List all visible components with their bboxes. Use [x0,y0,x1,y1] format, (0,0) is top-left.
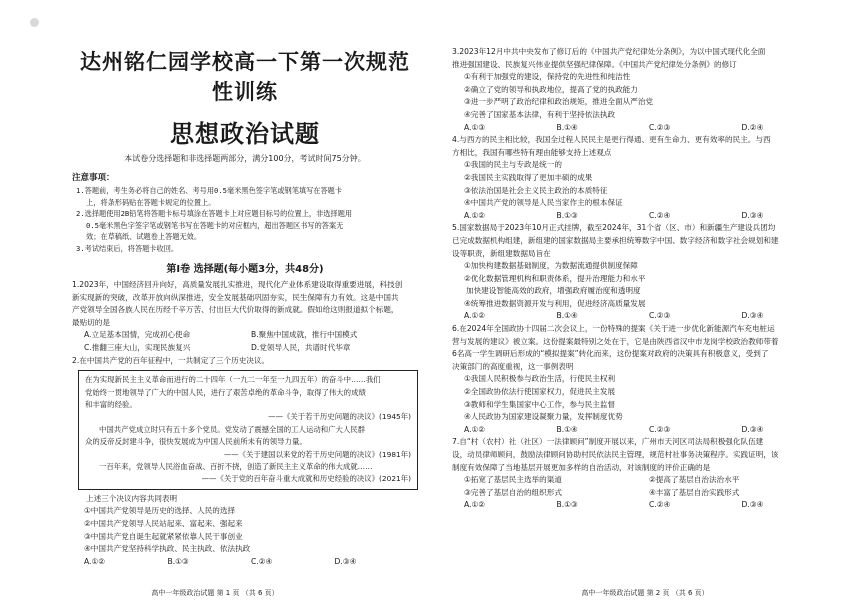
statement-item: ④丰富了基层自治实践形式 [649,487,740,497]
exam-title: 达州铭仁园学校高一下第一次规范性训练 [80,49,410,104]
question-stem: 营与发展的建议》被立案。这份提案最特别之处在于，它是由陕西省汉中市龙岗学校政治教师带着 [452,336,779,346]
option-b: B.聚焦中国成就，推行中国模式 [251,330,358,340]
option-c: C.②④ [251,556,273,566]
option-c: C.②③ [649,122,671,132]
option-a: A.①② [464,311,486,321]
note-line: 2.选择题使用2B铅笔将答题卡标号填涂在答题卡上对应题目标号的位置上，非选择题用 [76,209,353,218]
statement-row [452,487,834,500]
statement-item: ④统筹推进数据资源开发与利用，促进经济高质量发展 [464,298,646,308]
question-stem: 最贴切的是 [72,317,110,327]
statement-item: ①中国共产党领导是历史的选择、人民的选择 [84,506,236,516]
question-stem: 决策部门的高度重视，这一事例表明 [452,361,574,371]
question-stem: 1.2023年，中国经济回升向好，高质量发展扎实推进，现代化产业体系建设取得重要进展，科技创 [72,280,403,289]
statement-item: ④完善了国家基本法律，有利于坚持依法执政 [464,109,616,119]
answer-row [72,342,418,355]
option-d: D.党领导人民，共谱时代华章 [251,342,351,352]
question-stem: 推进强国建设、民族复兴伟业提供坚强纪律保障。《中国共产党纪律处分条例》的修订 [452,59,737,69]
quote-line: 中国共产党成立时只有五十多个党员。党发动了震撼全国的工人运动和广大人民群 [99,424,366,434]
question-stem: 设等职责，新组建数据局旨在 [452,248,551,258]
option-c: C.②③ [649,424,671,434]
answer-row [72,329,418,342]
statement-item: ①加快构建数据基础制度，为数据流通提供制度保障 [464,261,638,271]
statement-item: ③进一步严明了政治纪律和政治规矩，推进全面从严治党 [464,97,654,107]
statement-item: ③中国共产党自诞生起就紧紧依靠人民干事创业 [84,531,243,541]
statement-item: ④人民政协为国家建设凝聚力量，发挥制度优势 [464,412,623,422]
note-line: 上，将条形码贴在答题卡规定的位置上。 [86,197,216,207]
statement-item: ②提高了基层自治法治水平 [649,475,740,485]
statement-item: ③完善了基层自治的组织形式 [464,487,562,497]
quote-line: 众的反帝反封建斗争，很快发展成为中国人民前所未有的领导力量。 [85,437,307,447]
question-2 [72,355,418,569]
statement-item: ②优化数据管理机构和职责体系，提升治理能力和水平 [464,273,646,283]
question-stem: 方相比，我国有哪些特有理由能够支持上述观点 [452,147,612,157]
question-stem: 5.国家数据局于2023年10月正式挂牌，截至2024年，31个省（区、市）和新疆生产建设兵团均 [452,223,776,233]
option-d: D.②④ [741,122,764,132]
page-footer: 高中一年级政治试题 第 2 页 （共 6 页） [581,589,709,597]
answer-row [452,499,834,512]
option-b: B.①④ [556,122,578,132]
option-c: C.②④ [649,210,671,220]
question-stem: 产党领导全国各族人民在历经千辛万苦、付出巨大代价取得的新成就。假如给这则报道拟个标题， [72,305,399,315]
option-d: D.③④ [741,311,764,321]
question-3 [452,46,834,134]
option-d: D.③④ [741,210,764,220]
option-d: D.③④ [741,424,764,434]
question-prompt: 上述三个决议内容共同表明 [86,493,178,503]
answer-row [452,424,834,437]
statement-item: ④中国共产党坚持科学执政、民主执政、依法执政 [84,544,251,554]
page-2 [430,0,860,602]
quote-line: 在为实现新民主主义革命而进行的二十四年（一九二一年至一九四五年）的奋斗中……我们 [85,375,381,385]
question-stem: 3.2023年12月中共中央发布了修订后的《中国共产党纪律处分条例》，为以中国式现代化全面 [452,47,766,56]
statement-item: ②我国民主实践取得了更加丰硕的成果 [464,172,593,182]
statement-item: ①拓宽了基层民主选举的渠道 [464,475,562,485]
option-b: B.①④ [556,424,578,434]
question-stem: 6名高一学生调研后形成的“模拟提案”转化而来，这份提案对政府的决策具有积极意义，受到了 [452,349,769,359]
option-d: D.③④ [334,556,357,566]
statement-item: ①有利于加强党的建设，保持党的先进性和纯洁性 [464,72,631,82]
answer-row [452,210,834,223]
note-line: 效；在草稿纸、试题卷上答题无效。 [86,232,202,241]
question-stem: 已完成数据机构组建，新组建的国家数据局主要承担统筹数字中国、数字经济和数字社会规划和建 [452,235,779,245]
quote-line: 和丰富的经验。 [85,399,137,409]
statement-item: ①我国的民主与专政是统一的 [464,160,562,170]
question-5 [452,222,834,323]
option-a: A.立足基本国情，完成初心使命 [84,330,191,340]
note-line: 1.答题前，考生务必将自己的姓名、考号用0.5毫米黑色签字笔或钢笔填写在答题卡 [76,186,343,195]
answer-row [452,122,834,135]
quote-source: ——《关于党的百年奋斗重大成就和历史经验的决议》(2021年) [201,474,411,484]
note-line: 3.考试结束后，将答题卡收回。 [76,243,179,253]
statement-item: ①我国人民积极参与政治生活，行使民主权利 [464,374,616,384]
section-heading: 第Ⅰ卷 选择题(每小题3分，共48分) [166,264,324,275]
option-b: B.①③ [556,500,578,510]
question-1 [72,279,418,355]
quote-source: ——《关于若干历史问题的决议》(1945年) [268,412,411,422]
option-a: A.①② [464,210,486,220]
quote-source: ——《关于建国以来党的若干历史问题的决议》(1981年) [223,449,411,459]
statement-row [452,474,834,487]
option-a: A.①② [464,424,486,434]
page-footer: 高中一年级政治试题 第 1 页 （共 6 页） [151,589,279,597]
exam-intro: 本试卷分选择题和非选择题两部分，满分100分，考试时间75分钟。 [124,154,366,163]
question-stem: 设，动员律师顾问，鼓励法律顾问协助村民依法民主管理，规范村社事务决策程序。实践证明，该 [452,450,779,459]
option-a: A.①② [464,500,486,510]
statement-item: ②中国共产党领导人民站起来、富起来、强起来 [84,519,243,528]
question-stem: 6.在2024年全国政协十四届二次会议上，一份特殊的提案《关于进一步优化新能源汽车充电桩运 [452,324,775,334]
note-line: 0.5毫米黑色字签字笔或钢笔书写在答题卡的对应框内，超出答题区书写的答案无 [86,220,344,230]
quote-line: 一百年来，党领导人民浴血奋战、百折不挠，创造了新民主主义革命的伟大成就…… [99,462,373,471]
answer-row [72,556,418,569]
question-stem: 4.与西方的民主相比较，我国全过程人民民主是更行得通、更有生命力、更有效率的民主。与西 [452,135,771,145]
notes-title: 注意事项： [72,173,115,183]
quote-box [78,370,418,490]
option-b: B.①③ [167,556,189,566]
question-4 [452,134,834,222]
statement-item: ②确立了党的领导和执政地位，提高了党的执政能力 [464,84,638,94]
option-c: C.②③ [649,311,671,321]
question-stem: 制度有效保障了当地基层开展更加多样的自治活动，对该制度的评价正确的是 [452,462,711,472]
option-a: A.①③ [464,122,486,132]
question-stem: 新实现新的突破，改革开放向纵深推进，安全发展基础巩固夯实，民生保障有力有效。这是中国共 [72,292,399,302]
option-c: C.推翻三座大山，实现民族复兴 [84,342,191,352]
question-6 [452,323,834,436]
statement-item: ③教师和学生集国家中心工作，参与民主监督 [464,399,616,409]
statement-item: ④中国共产党的领导是人民当家作主的根本保证 [464,198,623,208]
question-stem: 7.自“村（农村）社（社区）一法律顾问”制度开展以来，广州市天河区司法局积极强化队伍建 [452,437,764,447]
option-b: B.①④ [556,311,578,321]
quote-line: 党始终一贯地领导了广大的中国人民，进行了艰苦卓绝的革命斗争，取得了伟大的成绩 [85,387,366,397]
option-b: B.①③ [556,210,578,220]
statement-item: 加快建设智能高效的政府，增强政府履治度和透明度 [466,286,641,296]
option-a: A.①② [84,556,106,566]
question-stem: 2.在中国共产党的百年征程中，一共制定了三个历史决议。 [72,355,270,365]
question-7 [452,436,834,512]
exam-subtitle: 思想政治试题 [170,119,320,148]
answer-row [452,310,834,323]
notes-list [72,185,418,254]
statement-item: ②全国政协依法行使国家权力，促进民主发展 [464,387,616,397]
statement-item: ③依法治国是社会主义民主政治的本质特征 [464,185,608,195]
option-c: C.②④ [649,500,671,510]
option-d: D.③④ [741,500,764,510]
